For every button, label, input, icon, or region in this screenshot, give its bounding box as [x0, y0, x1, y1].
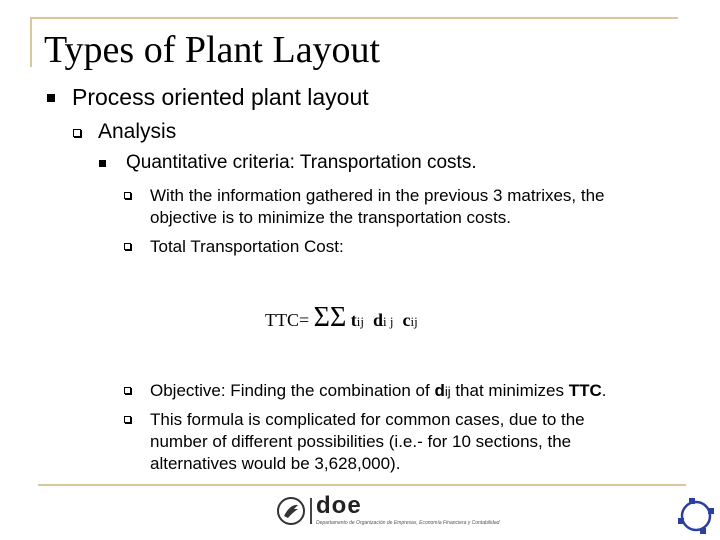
bullet-c-ttc: TTC: [568, 381, 602, 400]
bullet-square-hollow: [73, 129, 81, 137]
formula-c-subscript: ij: [410, 314, 418, 329]
formula-d: d: [372, 310, 383, 330]
doe-emblem-icon: [276, 496, 306, 526]
bullet-d-line2: number of different possibilities (i.e.- for 10 sections, the: [150, 432, 572, 451]
formula-lhs: TTC=: [265, 310, 310, 330]
formula-t-subscript: ij: [356, 314, 364, 329]
bullet-c-text: [150, 380, 606, 403]
bullet-d-line1: This formula is complicated for common cases, due to the: [150, 410, 585, 429]
level3-text: Quantitative criteria: Transportation costs.: [126, 152, 477, 173]
bullet-square-hollow: [124, 243, 131, 250]
bullet-square-filled: [99, 160, 106, 167]
bullet-square-hollow: [124, 387, 131, 394]
title-frame-left-line: [30, 17, 32, 67]
university-corner-logo-icon: [676, 496, 716, 536]
ttc-formula: [265, 302, 418, 334]
footer-divider-line: [38, 484, 686, 486]
level1-text: Process oriented plant layout: [72, 84, 369, 110]
bullet-a-text: [150, 185, 605, 229]
bullet-c-prefix: Objective: Finding the combination of: [150, 381, 435, 400]
formula-d-subscript: i j: [383, 314, 394, 329]
formula-t: t: [350, 310, 357, 330]
bullet-d-line3: alternatives would be 3,628,000).: [150, 454, 401, 473]
bullet-c-middle: that minimizes: [450, 381, 569, 400]
level2-text: Analysis: [98, 120, 177, 143]
bullet-c-d-subscript: ij: [444, 384, 451, 399]
bullet-square-filled: [47, 94, 55, 102]
logo-subtitle: Departamento de Organización de Empresas, Economía Financiera y Contabilidad: [316, 520, 500, 526]
bullet-c-suffix: .: [601, 381, 607, 400]
bullet-a-line1: With the information gathered in the previous 3 matrixes, the: [150, 186, 605, 205]
doe-logo: [276, 492, 516, 528]
title-frame-top-line: [30, 17, 678, 19]
formula-c: c: [402, 310, 411, 330]
bullet-a-line2: objective is to minimize the transportation costs.: [150, 208, 511, 227]
logo-separator: [310, 498, 312, 524]
bullet-d-text: [150, 409, 585, 475]
bullet-square-hollow: [124, 416, 131, 423]
slide-title: Types of Plant Layout: [44, 29, 381, 71]
bullet-b-text: Total Transportation Cost:: [150, 237, 344, 256]
formula-double-sigma: ΣΣ: [313, 302, 347, 333]
logo-text: doe: [316, 492, 362, 519]
bullet-square-hollow: [124, 192, 131, 199]
bullet-c-d: d: [434, 381, 445, 400]
